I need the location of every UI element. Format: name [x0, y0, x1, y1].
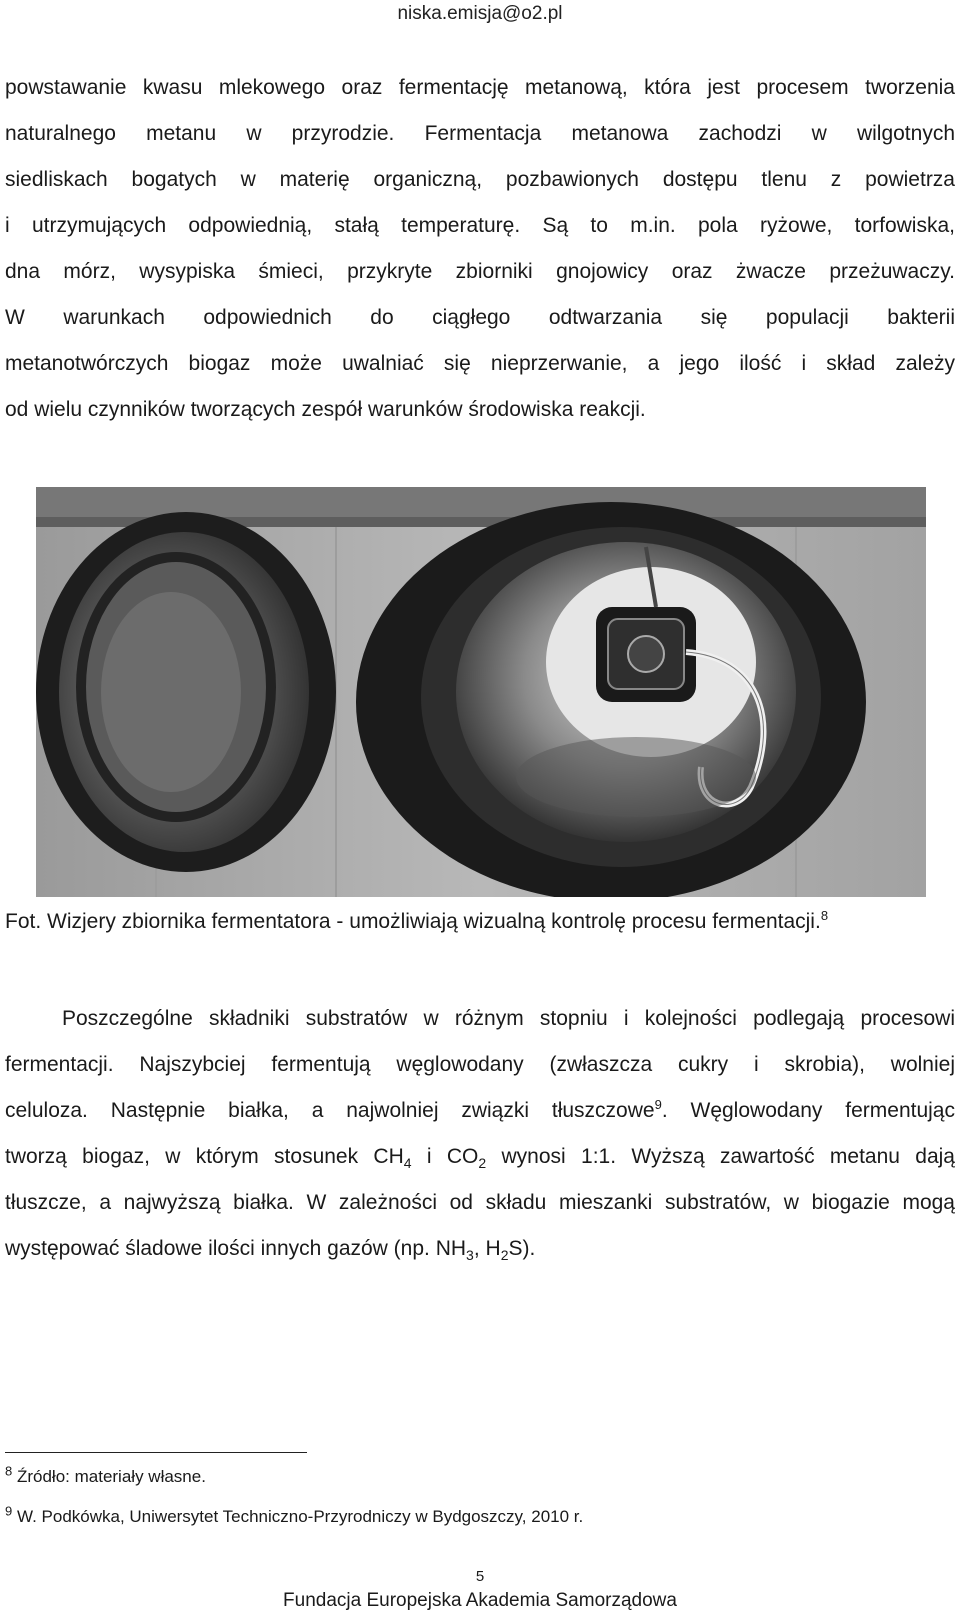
footer-organization: Fundacja Europejska Akademia Samorządowa — [283, 1590, 677, 1611]
text-fragment: wynosi 1:1. Wyższą zawartość metanu dają — [486, 1145, 955, 1168]
footnote-number: 8 — [5, 1463, 13, 1479]
text-line — [5, 1088, 955, 1134]
subscript: 2 — [500, 1247, 509, 1264]
text-line: dna mórz, wysypiska śmieci, przykryte zbiorniki gnojowicy oraz żwacze przeżuwaczy. — [5, 260, 955, 283]
footnote-9 — [5, 1503, 584, 1527]
text-line — [5, 1226, 955, 1272]
paragraph-1 — [5, 65, 955, 433]
footnote-ref[interactable]: 8 — [820, 908, 829, 923]
paragraph-2 — [5, 996, 955, 1272]
text-fragment: , H — [473, 1237, 501, 1260]
page-number: 5 — [475, 1568, 485, 1585]
text-line: Poszczególne składniki substratów w różnym stopniu i kolejności podlegają procesowi — [62, 1007, 955, 1030]
text-line: fermentacji. Najszybciej fermentują węglowodany (zwłaszcza cukry i skrobia), wolniej — [5, 1053, 955, 1076]
footnote-ref[interactable]: 9 — [654, 1097, 662, 1112]
subscript: 3 — [466, 1247, 474, 1264]
subscript: 4 — [403, 1155, 412, 1172]
text-line: siedliskach bogatych w materię organiczną, pozbawionych dostępu tlenu z powietrza — [5, 168, 955, 191]
header-email: niska.emisja@o2.pl — [397, 3, 563, 24]
text-line: metanotwórczych biogaz może uwalniać się nieprzerwanie, a jego ilość i skład zależy — [5, 352, 955, 375]
text-fragment: S). — [508, 1237, 536, 1260]
text-line: W warunkach odpowiednich do ciągłego odtwarzania się populacji bakterii — [5, 306, 955, 329]
subscript: 2 — [478, 1155, 487, 1172]
text-fragment: celuloza. Następnie białka, a najwolniej związki tłuszczowe — [5, 1099, 655, 1122]
text-line: powstawanie kwasu mlekowego oraz fermentację metanową, która jest procesem tworzenia — [5, 76, 955, 99]
caption-text: Fot. Wizjery zbiornika fermentatora - umożliwiają wizualną kontrolę procesu fermentacji. — [5, 910, 821, 933]
fermenter-sight-glass-photo — [36, 487, 926, 897]
footnote-number: 9 — [5, 1503, 13, 1519]
text-line: tłuszcze, a najwyższą białka. W zależności od składu mieszanki substratów, w biogazie mogą — [5, 1191, 955, 1214]
text-line: i utrzymujących odpowiednią, stałą temperaturę. Są to m.in. pola ryżowe, torfowiska, — [5, 214, 955, 237]
footnote-text: Źródło: materiały własne. — [16, 1467, 206, 1486]
footnote-8 — [5, 1463, 206, 1487]
text-fragment: występować śladowe ilości innych gazów (np. NH — [5, 1237, 467, 1260]
text-fragment: i CO — [411, 1145, 479, 1168]
text-fragment: . Węglowodany fermentując — [661, 1099, 955, 1122]
text-line: od wielu czynników tworzących zespół warunków środowiska reakcji. — [5, 398, 646, 421]
footnote-text: W. Podkówka, Uniwersytet Techniczno-Przyrodniczy w Bydgoszczy, 2010 r. — [16, 1507, 584, 1526]
text-line: naturalnego metanu w przyrodzie. Fermentacja metanowa zachodzi w wilgotnych — [5, 122, 955, 145]
footnote-divider — [5, 1452, 307, 1453]
figure-caption — [5, 910, 828, 934]
text-fragment: tworzą biogaz, w którym stosunek CH — [5, 1145, 404, 1168]
text-line — [5, 1134, 955, 1180]
